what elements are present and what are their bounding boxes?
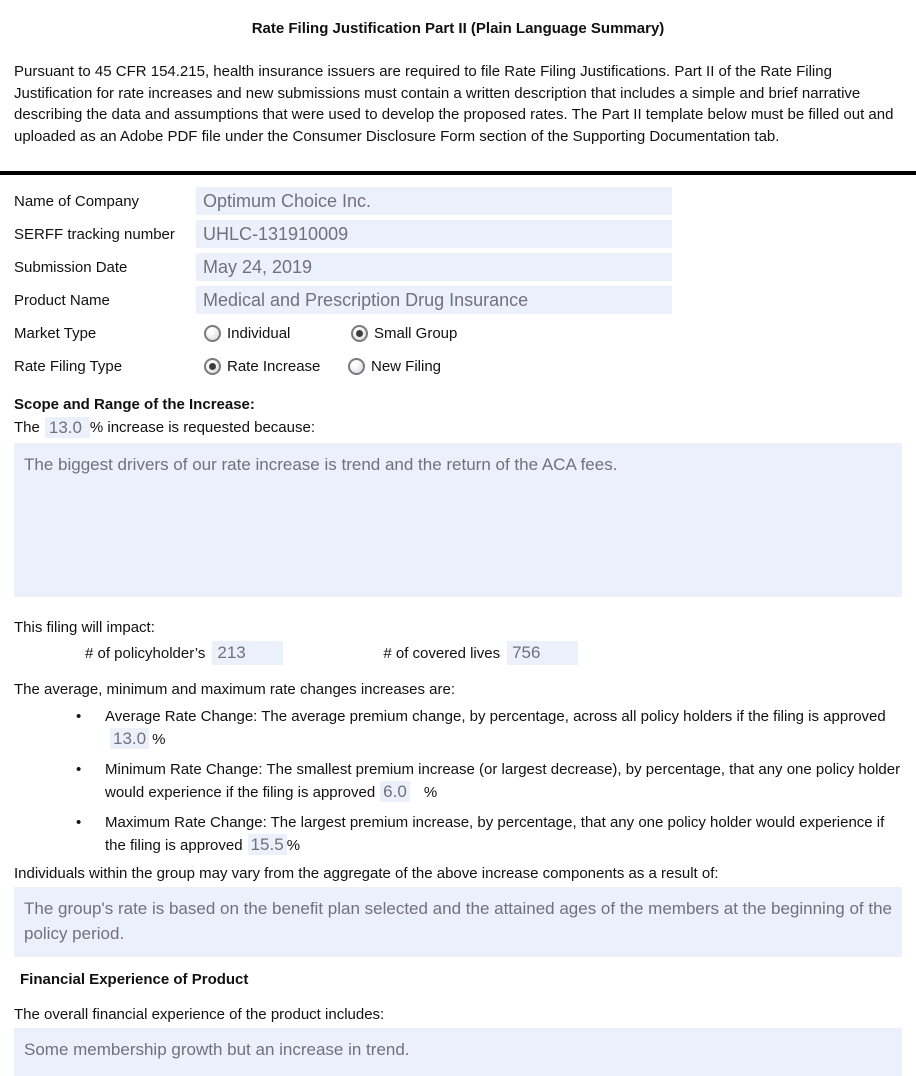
- financial-experience-textarea[interactable]: Some membership growth but an increase in trend.: [14, 1028, 902, 1076]
- maximum-rate-change-suffix: %: [286, 837, 301, 854]
- radio-individual-icon[interactable]: [204, 325, 221, 342]
- average-rate-change-text: Average Rate Change: The average premium change, by percentage, across all policy holders if the filing is approved: [105, 708, 886, 725]
- group-variation-heading: Individuals within the group may vary from the aggregate of the above increase components as a result of:: [14, 865, 719, 882]
- covered-lives-count-field[interactable]: 756: [507, 641, 578, 665]
- market-type-option-individual[interactable]: [204, 325, 351, 342]
- average-rate-change-suffix: %: [152, 731, 166, 748]
- minimum-rate-change-text: Minimum Rate Change: The smallest premium increase (or largest decrease), by percentage, that any one policy holder would experience if the filing is approved: [105, 761, 901, 801]
- form-row-market-type: [14, 319, 902, 347]
- rate-filing-option-rate-increase[interactable]: [204, 358, 348, 375]
- bullet-icon: •: [76, 708, 82, 725]
- group-variation-textarea[interactable]: The group's rate is based on the benefit plan selected and the attained ages of the members at the beginning of the policy period.: [14, 887, 902, 957]
- scope-sentence: [14, 417, 902, 438]
- increase-percentage-field[interactable]: 13.0: [45, 417, 90, 438]
- filing-impact-row: [14, 641, 902, 665]
- form-row-submission-date: [14, 253, 902, 281]
- rate-filing-option-new-filing[interactable]: [348, 358, 441, 375]
- financial-experience-heading: Financial Experience of Product: [20, 971, 249, 988]
- submission-date-field[interactable]: May 24, 2019: [196, 253, 672, 281]
- list-item-maximum-rate-change: [14, 812, 902, 857]
- scope-sentence-prefix: The: [14, 419, 40, 436]
- page-title: Rate Filing Justification Part II (Plain Language Summary): [251, 20, 665, 37]
- radio-new-filing-icon[interactable]: [348, 358, 365, 375]
- product-name-field[interactable]: Medical and Prescription Drug Insurance: [196, 286, 672, 314]
- rate-increase-option-label: Rate Increase: [227, 357, 321, 375]
- list-item-average-rate-change: [14, 706, 902, 751]
- market-type-option-small-group[interactable]: [351, 325, 457, 342]
- rate-changes-heading: The average, minimum and maximum rate changes increases are:: [14, 681, 456, 698]
- policyholders-label: # of policyholder’s: [85, 644, 206, 662]
- radio-rate-increase-icon[interactable]: [204, 358, 221, 375]
- product-name-label: Product Name: [14, 291, 110, 309]
- section-divider: [0, 171, 916, 175]
- bullet-icon: •: [76, 761, 82, 778]
- minimum-rate-change-suffix: %: [423, 784, 438, 801]
- financial-experience-prompt: The overall financial experience of the product includes:: [14, 1006, 385, 1023]
- intro-paragraph: Pursuant to 45 CFR 154.215, health insurance issuers are required to file Rate Filing Justifications. Part II of the Rate Filing Justification for rate increases and new submissions must contain a written description that includes a simple and brief narrative describing the data and assumptions that were used to develop the proposed rates. The Part II template below must be filled out and uploaded as an Adobe PDF file under the Consumer Disclosure Form section of the Supporting Documentation tab.: [14, 63, 894, 145]
- maximum-rate-change-text: Maximum Rate Change: The largest premium increase, by percentage, that any one policy holder would experience if the filing is approved: [105, 814, 885, 854]
- serff-number-field[interactable]: UHLC-131910009: [196, 220, 672, 248]
- market-type-label: Market Type: [14, 324, 97, 342]
- submission-date-label: Submission Date: [14, 258, 128, 276]
- serff-number-label: SERFF tracking number: [14, 225, 175, 243]
- small-group-option-label: Small Group: [374, 324, 458, 342]
- policyholders-count-field[interactable]: 213: [212, 641, 283, 665]
- scope-sentence-suffix: % increase is requested because:: [89, 419, 315, 436]
- scope-section-heading: Scope and Range of the Increase:: [14, 396, 255, 413]
- company-info-form: [14, 187, 902, 380]
- form-row-rate-filing-type: [14, 352, 902, 380]
- list-item-minimum-rate-change: [14, 759, 902, 804]
- form-row-product-name: [14, 286, 902, 314]
- filing-impact-heading: This filing will impact:: [14, 619, 155, 636]
- maximum-rate-change-field[interactable]: 15.5: [248, 834, 287, 855]
- new-filing-option-label: New Filing: [371, 357, 442, 375]
- increase-reason-textarea[interactable]: The biggest drivers of our rate increase is trend and the return of the ACA fees.: [14, 443, 902, 597]
- rate-changes-list: [14, 706, 902, 857]
- average-rate-change-field[interactable]: 13.0: [110, 728, 149, 749]
- covered-lives-label: # of covered lives: [383, 644, 501, 662]
- minimum-rate-change-field[interactable]: 6.0: [380, 781, 410, 802]
- form-row-company-name: [14, 187, 902, 215]
- company-name-field[interactable]: Optimum Choice Inc.: [196, 187, 672, 215]
- individual-option-label: Individual: [227, 324, 291, 342]
- radio-small-group-icon[interactable]: [351, 325, 368, 342]
- rate-filing-type-label: Rate Filing Type: [14, 357, 123, 375]
- bullet-icon: •: [76, 814, 82, 831]
- company-name-label: Name of Company: [14, 192, 140, 210]
- form-row-serff-number: [14, 220, 902, 248]
